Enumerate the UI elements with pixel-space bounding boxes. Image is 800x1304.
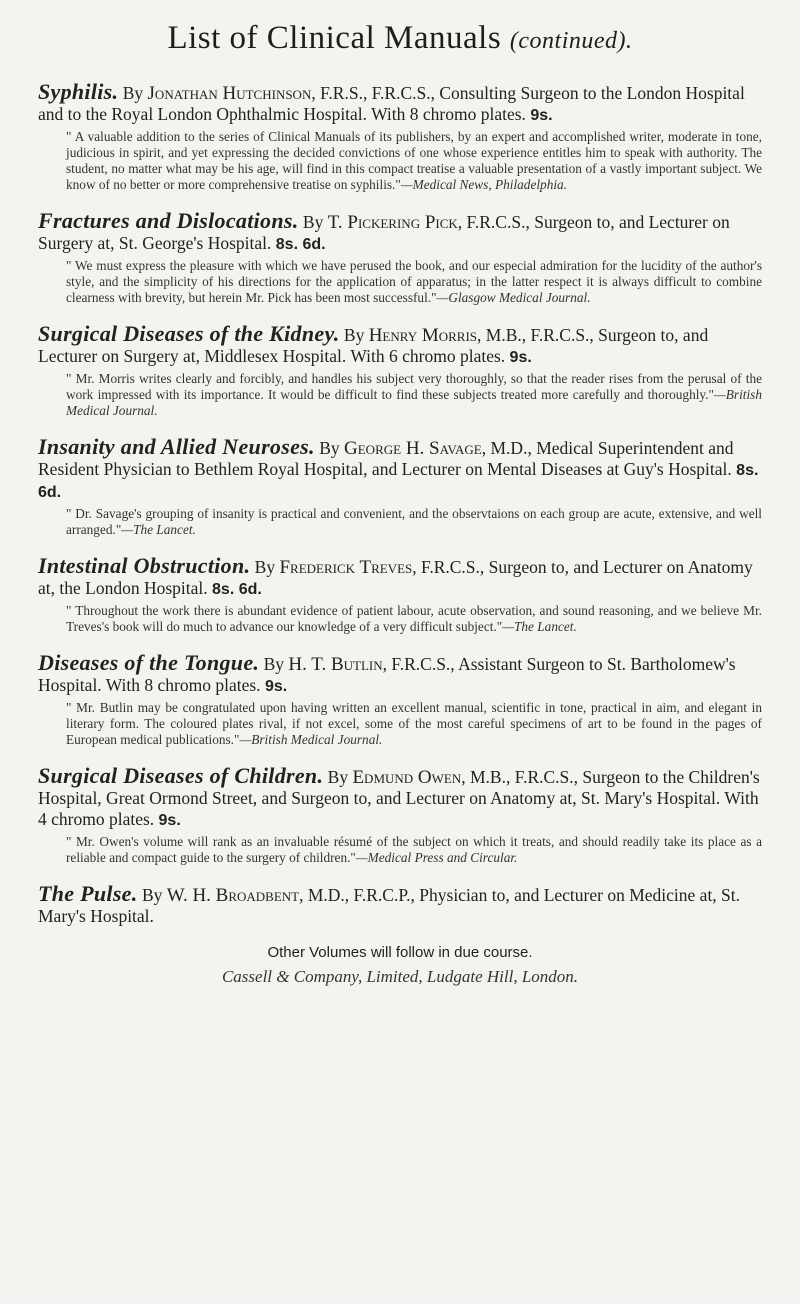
entry-price: 9s. [158, 812, 181, 829]
entry-by: By [254, 557, 276, 577]
entry-review [38, 700, 762, 748]
entry-author: Frederick Treves [279, 557, 413, 578]
entry-price: 9s. [509, 349, 532, 366]
entry-author: Edmund Owen [352, 767, 462, 788]
entry-price: 8s. 6d. [212, 581, 262, 598]
entry-heading [38, 323, 762, 368]
entry-heading [38, 81, 762, 126]
page-title: List of Clinical Manuals [167, 20, 502, 56]
entry-description: , M.D., Medical Superintendent and Resident Physician to Bethlem Royal Hospital, and Lecturer on Mental Diseases at Guy's Hospital. [38, 438, 734, 479]
entry-price: 9s. [264, 678, 288, 695]
entry-by: By [327, 767, 349, 787]
review-source: —British Medical Journal. [66, 387, 762, 418]
review-source: —British Medical Journal. [239, 732, 383, 747]
entry-heading [38, 765, 762, 831]
entry-by: By [122, 83, 144, 103]
review-text: " Dr. Savage's grouping of insanity is practical and convenient, and the observtaions on each group are acute, extensive, and well arranged." [66, 506, 762, 537]
entry-by: By [343, 325, 365, 345]
entry-title: Fractures and Dislocations. [38, 208, 299, 233]
publisher-imprint: Cassell & Company, Limited, Ludgate Hill, London. [221, 967, 579, 986]
entry-heading [38, 652, 762, 697]
entry-by: By [302, 212, 324, 232]
manual-entry [38, 555, 762, 635]
footer-note: Other Volumes will follow in due course. [267, 944, 533, 961]
entry-author: Henry Morris [368, 325, 478, 346]
manual-entry [38, 436, 762, 538]
review-text: " Mr. Owen's volume will rank as an invaluable résumé of the subject on which it treats, and should readily take its place as a reliable and compact guide to the surgery of children." [66, 834, 762, 865]
entry-price: 8s. 6d. [275, 236, 326, 253]
entry-author: Jonathan Hutchinson [147, 83, 312, 104]
review-text: " Mr. Morris writes clearly and forcibly, and handles his subject very thoroughly, so that the reader rises from the perusal of the work impressed with its importance. It would be difficult to find these subjects treated more carefully and thoroughly." [66, 371, 762, 402]
page-header [38, 20, 762, 57]
entry-title: Intestinal Obstruction. [38, 553, 251, 578]
entry-review [38, 603, 762, 635]
review-source: —The Lancet. [121, 522, 196, 537]
entry-heading [38, 436, 762, 503]
entry-review [38, 371, 762, 419]
entry-review [38, 506, 762, 538]
entry-by: By [141, 885, 163, 905]
entry-review [38, 834, 762, 866]
entry-title: Syphilis. [38, 79, 119, 104]
entry-description: , M.D., F.R.C.P., Physician to, and Lecturer on Medicine at, St. Mary's Hospital. [38, 885, 741, 926]
entry-title: Diseases of the Tongue. [38, 650, 260, 675]
review-text: " We must express the pleasure with which we have perused the book, and our especial admiration for the lucidity of the author's style, and the simplicity of his directions for the application of apparatus; in the latter respect it is always difficult to combine clearness with brevity, but herein Mr. Pick has been most successful." [66, 258, 762, 305]
review-text: " A valuable addition to the series of Clinical Manuals of its publishers, by an expert and accomplished writer, moderate in tone, judicious in spirit, and yet expressing the decided convictions of one whose experience entitles him to speak with authority. The student, no matter what may be his age, will find in this compact treatise a valuable presentation of a vastly important subject. We know of no better or more comprehensive treatise on syphilis." [66, 129, 762, 192]
review-text: " Throughout the work there is abundant evidence of patient labour, acute observation, and sound reasoning, and we believe Mr. Treves's book will do much to advance our knowledge of a very difficult subject." [66, 603, 762, 634]
entry-description: , M.B., F.R.C.S., Surgeon to, and Lecturer on Surgery at, Middlesex Hospital. With 6 chromo plates. [38, 325, 709, 366]
entry-by: By [319, 438, 340, 458]
page-title-continued: (continued). [509, 28, 633, 54]
entry-title: Insanity and Allied Neuroses. [38, 434, 315, 459]
entry-price: 9s. [530, 107, 553, 124]
manual-entry [38, 652, 762, 748]
entry-title: Surgical Diseases of the Kidney. [38, 321, 340, 346]
entry-author: W. H. Broadbent [166, 885, 300, 906]
entry-review [38, 258, 762, 306]
manual-entry [38, 323, 762, 419]
entry-description: , M.B., F.R.C.S., Surgeon to the Children's Hospital, Great Ormond Street, and Surgeon to, and Lecturer on Anatomy at, St. Mary's Hospital. With 4 chromo plates. [38, 767, 760, 829]
review-source: —Medical Press and Circular. [355, 850, 518, 865]
entry-author: George H. Savage [344, 438, 482, 459]
manual-list [38, 81, 762, 927]
review-text: " Mr. Butlin may be congratulated upon having written an excellent manual, scientific in tone, practical in aim, and elegant in literary form. The coloured plates rival, if not excel, some of the most careful specimens of art to be found in the pages of European medical publications." [66, 700, 762, 747]
entry-author: H. T. Butlin [288, 654, 383, 675]
entry-heading [38, 555, 762, 600]
entry-author: T. Pickering Pick [327, 212, 458, 233]
entry-title: Surgical Diseases of Children. [38, 763, 324, 788]
entry-heading [38, 883, 762, 927]
entry-title: The Pulse. [38, 881, 138, 906]
manual-entry [38, 81, 762, 193]
manual-entry [38, 765, 762, 866]
entry-description: , F.R.C.S., Surgeon to, and Lecturer on Anatomy at, the London Hospital. [38, 557, 753, 598]
entry-by: By [263, 654, 285, 674]
manual-entry [38, 883, 762, 927]
review-source: —Medical News, Philadelphia. [400, 177, 568, 192]
review-source: —Glasgow Medical Journal. [436, 290, 591, 305]
entry-review [38, 129, 762, 193]
entry-heading [38, 210, 762, 255]
manual-entry [38, 210, 762, 306]
review-source: —The Lancet. [502, 619, 577, 634]
entry-description: , F.R.C.S., Surgeon to, and Lecturer on Surgery at, St. George's Hospital. [38, 212, 730, 253]
entry-price: 8s. 6d. [38, 462, 759, 501]
entry-description: , F.R.S., F.R.C.S., Consulting Surgeon to the London Hospital and to the Royal London Ophthalmic Hospital. With 8 chromo plates. [38, 83, 745, 124]
entry-description: , F.R.C.S., Assistant Surgeon to St. Bartholomew's Hospital. With 8 chromo plates. [38, 654, 736, 695]
